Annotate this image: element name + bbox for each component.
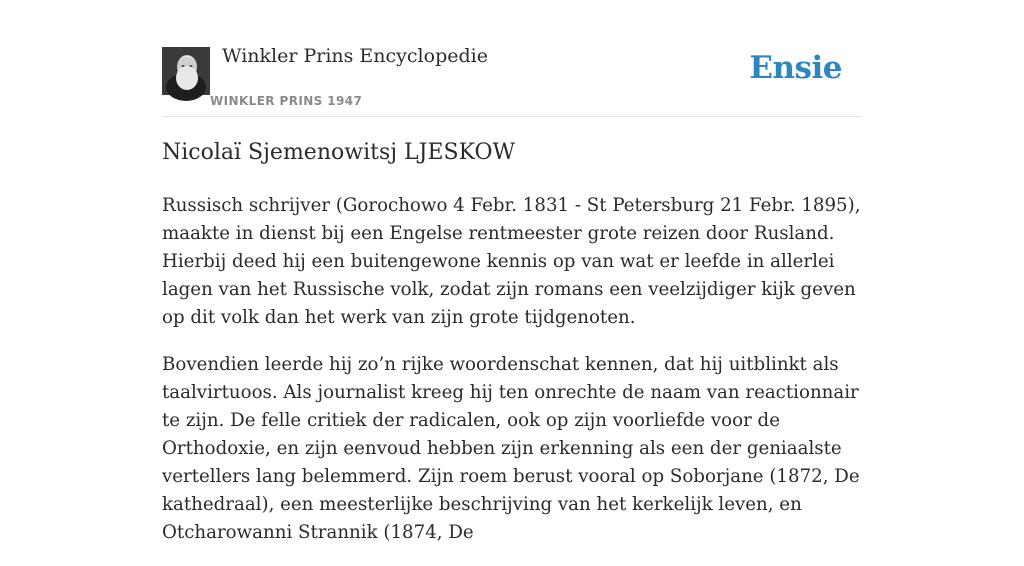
brand-logo[interactable]: Ensie xyxy=(749,50,842,86)
source-header xyxy=(162,0,862,117)
article-title: Nicolaï Sjemenowitsj LJESKOW xyxy=(162,140,516,165)
source-subtitle: WINKLER PRINS 1947 xyxy=(210,94,363,108)
page-container xyxy=(162,0,862,543)
article-paragraph: Bovendien leerde hij zo’n rijke woordenschat kennen, dat hij uitblinkt als taalvirtuoos. Als journalist kreeg hij ten onrechte de naam van reactionnair te zijn. De felle critiek der radicalen, ook op zijn voorliefde voor de Orthodoxie, en zijn eenvoud hebben zijn erkenning als een der geniaalste vertellers lang belemmerd. Zijn roem berust vooral op Soborjane (1872, De kathedraal), een meesterlijke beschrijving van het kerkelijk leven, en Otcharowanni Strannik (1874, De xyxy=(162,354,860,543)
bearded-man-portrait-icon xyxy=(162,47,210,95)
article-paragraph: Russisch schrijver (Gorochowo 4 Febr. 1831 - St Petersburg 21 Febr. 1895), maakte in dienst bij een Engelse rentmeester grote reizen door Rusland. Hierbij deed hij een buitengewone kennis op van wat er leefde in allerlei lagen van het Russische volk, zodat zijn romans een veelzijdiger kijk geven op dit volk dan het werk van zijn grote tijdgenoten. xyxy=(162,195,861,328)
source-title-link[interactable]: Winkler Prins Encyclopedie xyxy=(222,45,488,67)
avatar[interactable] xyxy=(162,47,210,95)
article-body xyxy=(162,192,862,566)
